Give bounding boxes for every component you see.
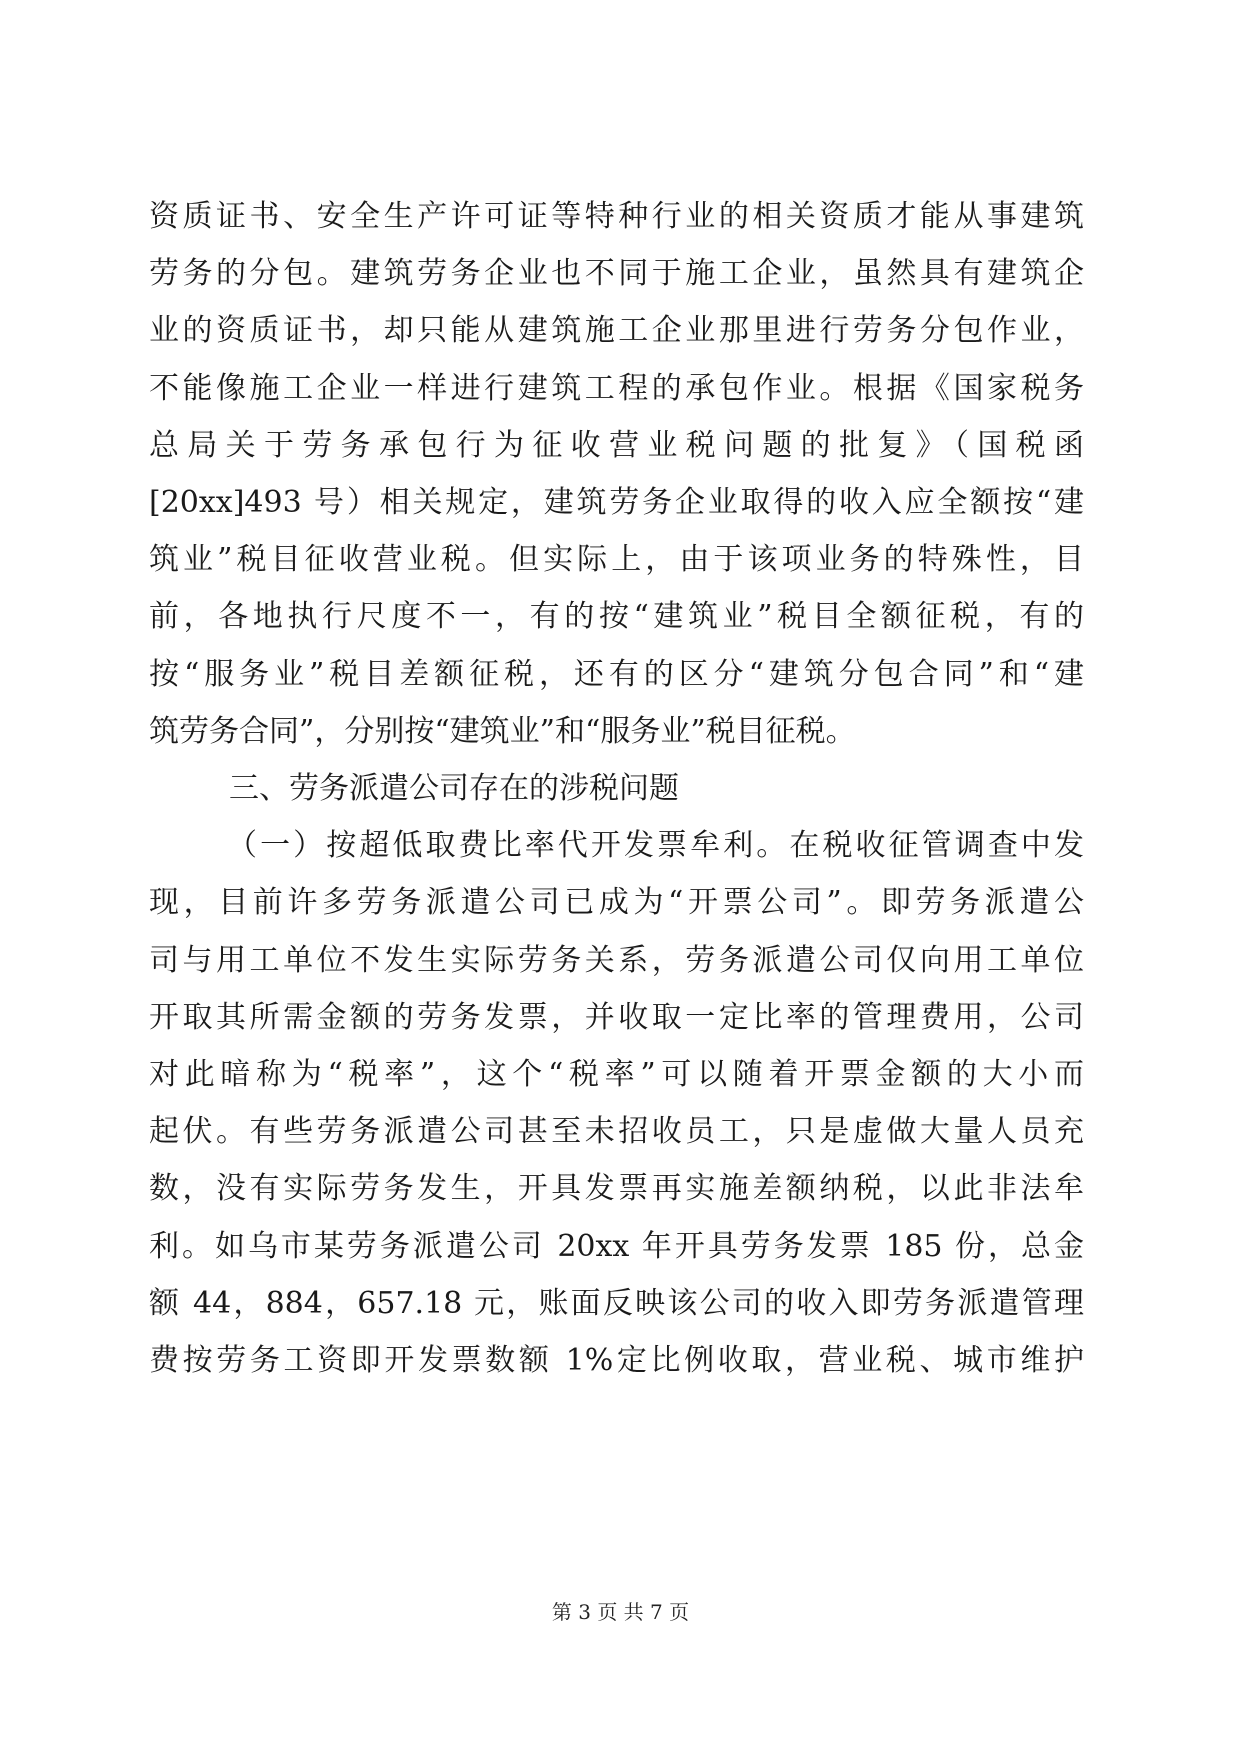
text-line: 开取其所需金额的劳务发票，并收取一定比率的管理费用，公司 [149,1000,1084,1035]
text-line: 总局关于劳务承包行为征收营业税问题的批复》（国税函 [149,428,1084,463]
text-line: 额 44，884，657.18 元，账面反映该公司的收入即劳务派遣管理 [149,1286,1084,1321]
text-line: 现，目前许多劳务派遣公司已成为“开票公司”。即劳务派遣公 [149,885,1084,920]
text-line: 数，没有实际劳务发生，开具发票再实施差额纳税，以此非法牟 [149,1171,1084,1206]
text-line: [20xx]493 号）相关规定，建筑劳务企业取得的收入应全额按“建 [149,485,1084,520]
text-line: 按“服务业”税目差额征税，还有的区分“建筑分包合同”和“建 [149,657,1084,692]
page-footer: 第 3 页 共 7 页 [551,1600,690,1624]
text-line: 筑劳务合同”，分别按“建筑业”和“服务业”税目征税。 [149,714,856,749]
section-heading: 三、劳务派遣公司存在的涉税问题 [229,771,679,806]
text-line: 不能像施工企业一样进行建筑工程的承包作业。根据《国家税务 [149,371,1084,406]
text-line: 对此暗称为“税率”，这个“税率”可以随着开票金额的大小而 [149,1057,1084,1092]
text-line: 前，各地执行尺度不一，有的按“建筑业”税目全额征税，有的 [149,599,1084,634]
text-line: 业的资质证书，却只能从建筑施工企业那里进行劳务分包作业， [149,313,1084,348]
text-line: 起伏。有些劳务派遣公司甚至未招收员工，只是虚做大量人员充 [149,1114,1084,1149]
text-line: 利。如乌市某劳务派遣公司 20xx 年开具劳务发票 185 份，总金 [149,1229,1084,1264]
text-line: 费按劳务工资即开发票数额 1%定比例收取，营业税、城市维护 [149,1343,1084,1378]
text-line: 司与用工单位不发生实际劳务关系，劳务派遣公司仅向用工单位 [149,943,1084,978]
text-line: 资质证书、安全生产许可证等特种行业的相关资质才能从事建筑 [149,199,1084,234]
paragraph-first-line: （一）按超低取费比率代开发票牟利。在税收征管调查中发 [227,828,1084,863]
text-line: 筑业”税目征收营业税。但实际上，由于该项业务的特殊性，目 [149,542,1084,577]
text-line: 劳务的分包。建筑劳务企业也不同于施工企业，虽然具有建筑企 [149,256,1084,291]
